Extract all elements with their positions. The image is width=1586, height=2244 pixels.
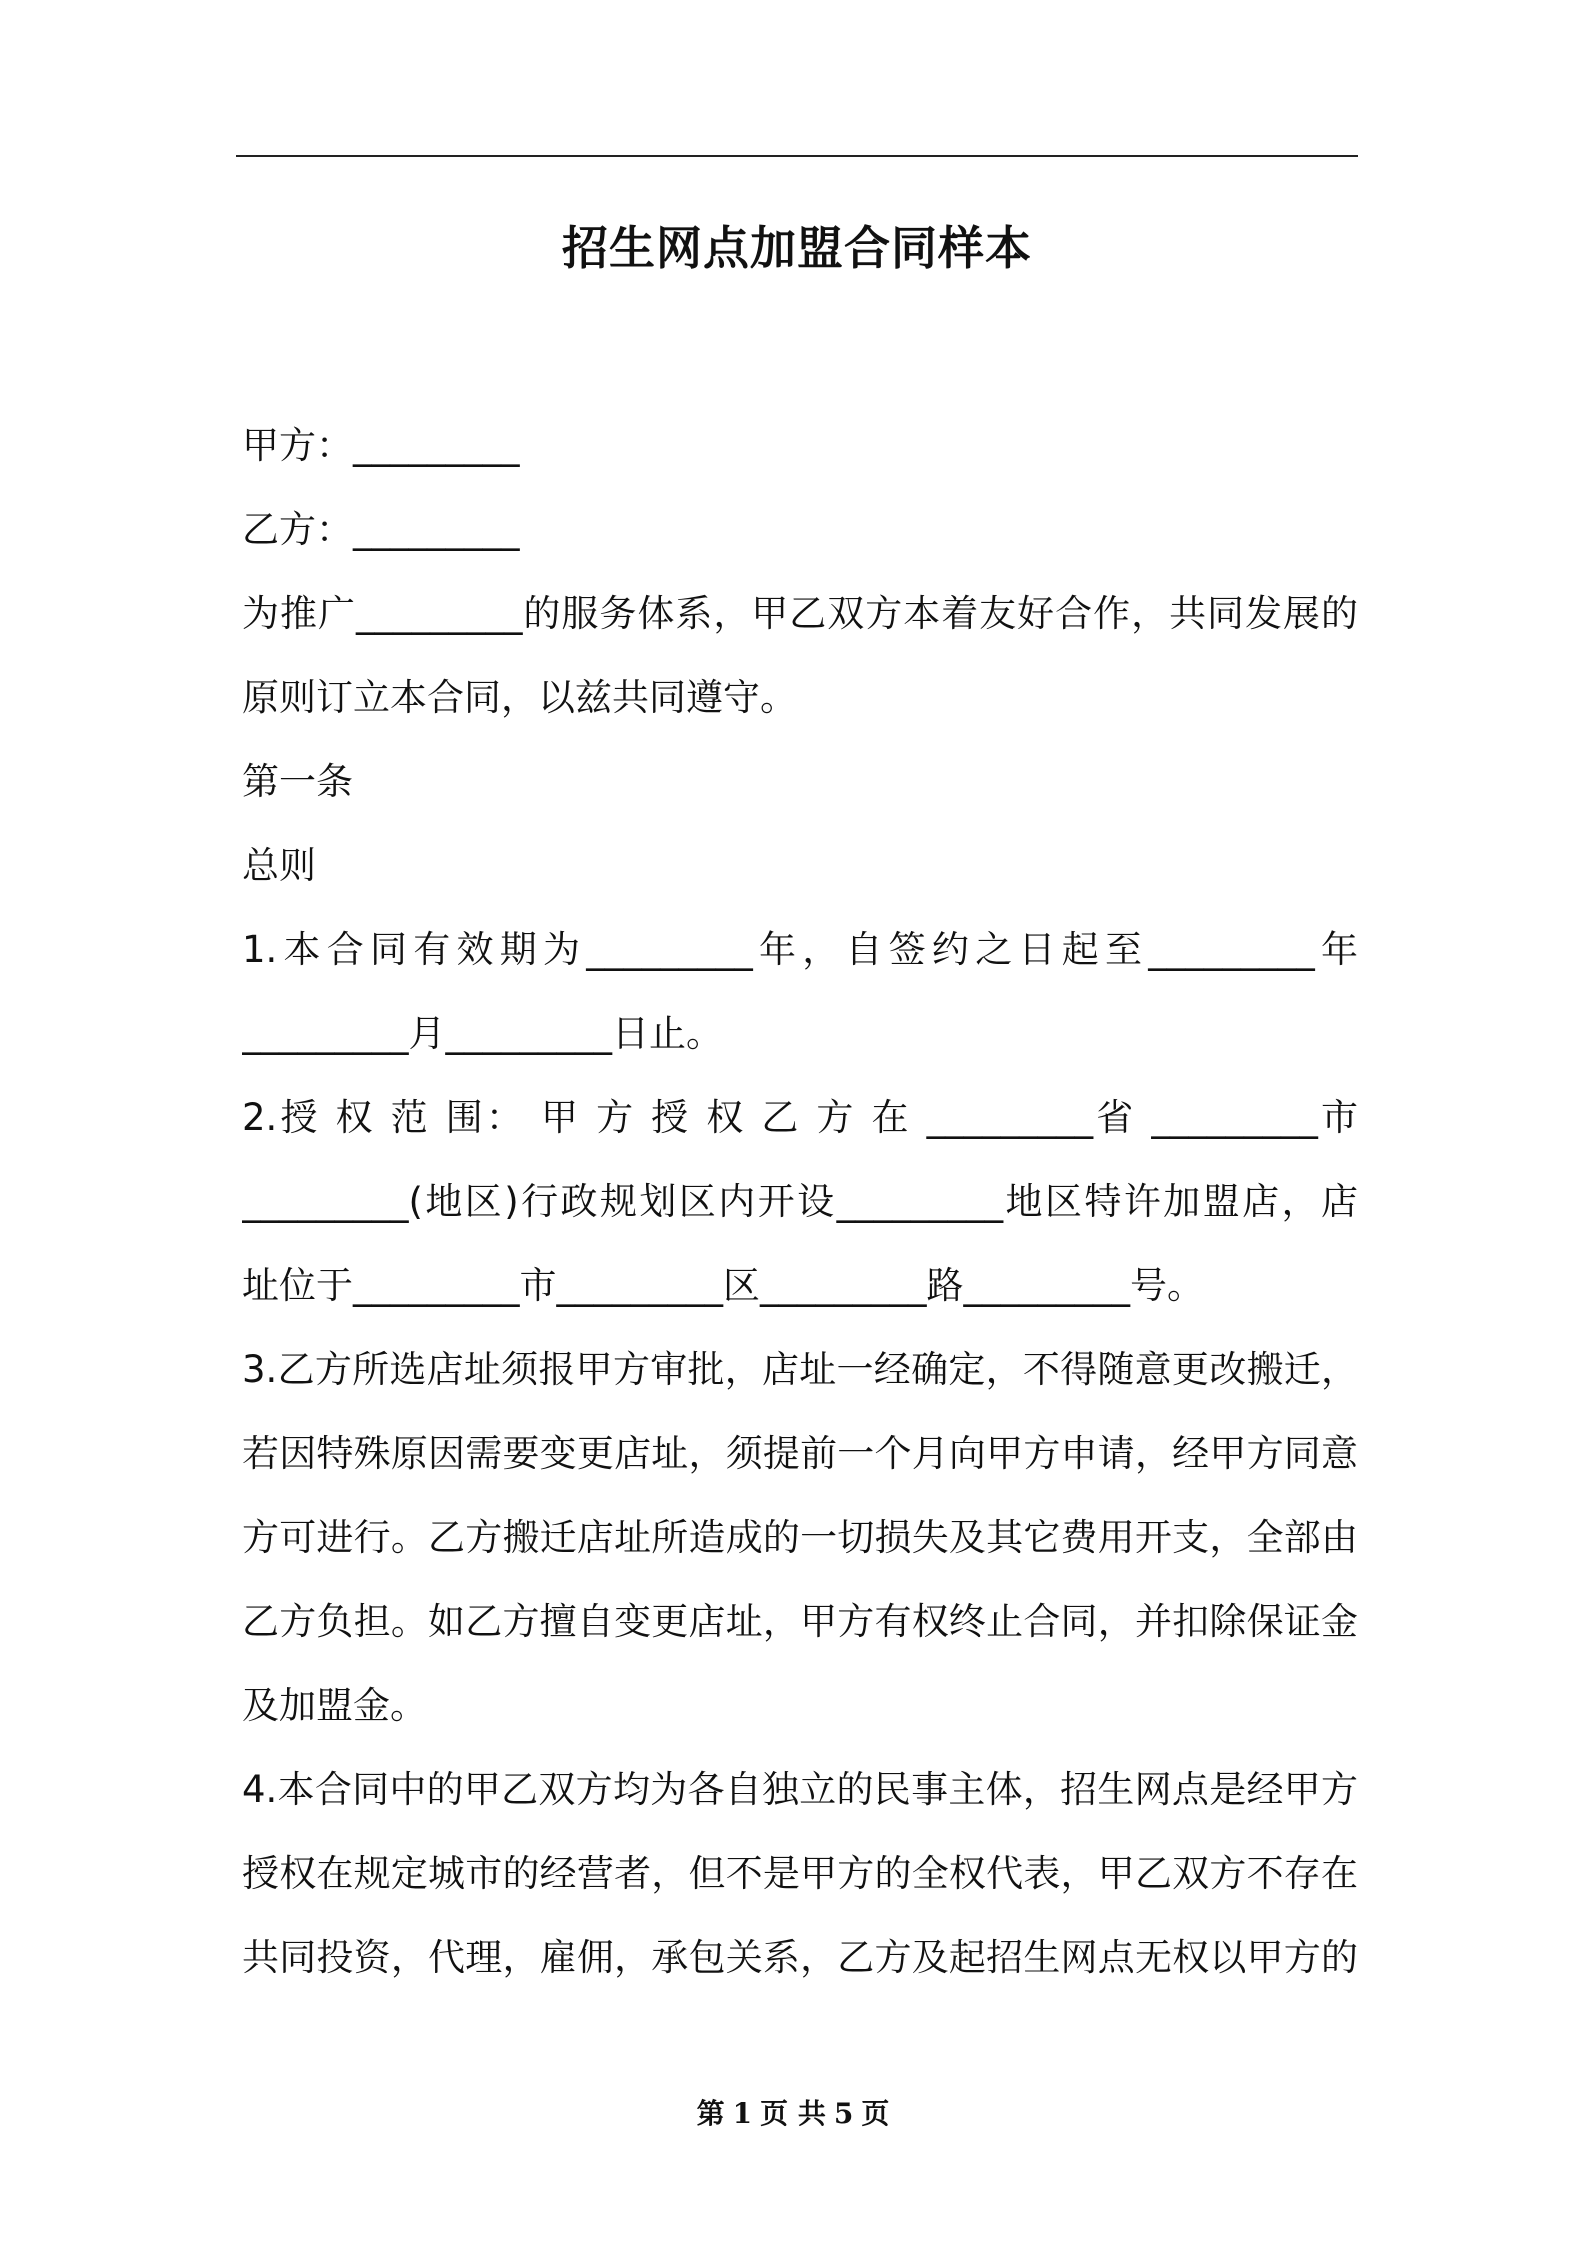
party-a-line: 甲方：_________ [242,424,520,467]
clause-line: _________月_________日止。 [242,1012,723,1055]
clause-line: _________(地区)行政规划区内开设_________地区特许加盟店，店 [242,1180,1358,1223]
clause-line: 址位于_________市_________区_________路_________号。 [242,1264,1204,1307]
contract-body [242,404,1358,2000]
party-b-line: 乙方：_________ [242,508,520,551]
footer-prefix: 第 [696,2097,725,2130]
article-subheading: 总则 [242,844,316,887]
total-pages-number: 5 [833,2097,854,2130]
header-rule [236,155,1358,157]
page-footer [0,2094,1586,2134]
clause-line: 方可进行。乙方搬迁店址所造成的一切损失及其它费用开支，全部由 [242,1516,1358,1559]
current-page-number: 1 [732,2097,753,2130]
article-heading: 第一条 [242,760,353,803]
paragraph-line: 为推广_________的服务体系，甲乙双方本着友好合作，共同发展的 [242,592,1358,635]
paragraph-line: 原则订立本合同，以兹共同遵守。 [242,676,797,719]
document-title: 招生网点加盟合同样本 [562,221,1032,275]
clause-line: 乙方负担。如乙方擅自变更店址，甲方有权终止合同，并扣除保证金 [242,1600,1358,1643]
clause-line: 若因特殊原因需要变更店址，须提前一个月向甲方申请，经甲方同意 [242,1432,1358,1475]
clause-line: 及加盟金。 [242,1684,427,1727]
clause-line: 3.乙方所选店址须报甲方审批，店址一经确定，不得随意更改搬迁， [242,1348,1358,1391]
clause-line: 授权在规定城市的经营者，但不是甲方的全权代表，甲乙双方不存在 [242,1852,1358,1895]
clause-line: 共同投资，代理，雇佣，承包关系，乙方及起招生网点无权以甲方的 [242,1936,1358,1979]
footer-suffix: 页 [861,2097,890,2130]
clause-line: 2.授 权 范 围： 甲 方 授 权 乙 方 在 _________省 _________市 [242,1096,1358,1139]
clause-line: 1.本合同有效期为_________年，自签约之日起至_________年 [242,928,1358,971]
footer-mid: 页 共 [760,2097,826,2130]
clause-line: 4.本合同中的甲乙双方均为各自独立的民事主体，招生网点是经甲方 [242,1768,1358,1811]
